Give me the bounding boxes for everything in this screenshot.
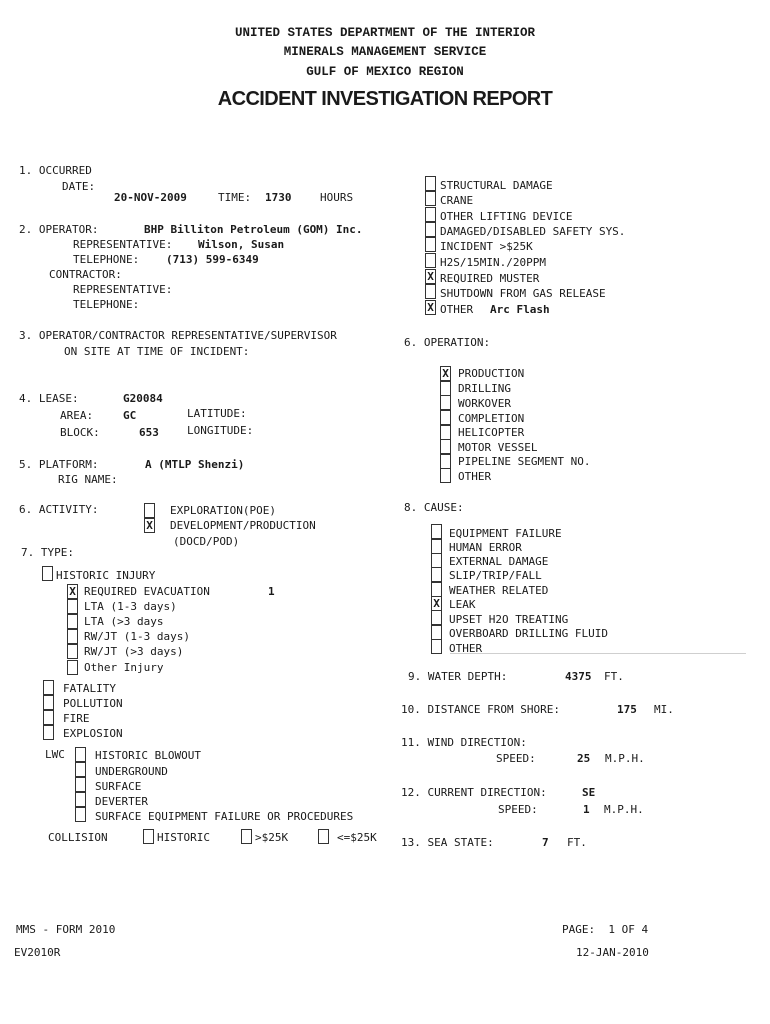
contractor-label: CONTRACTOR: — [49, 268, 122, 281]
lwc-checkbox[interactable] — [75, 762, 86, 777]
hours-label: HOURS — [320, 191, 354, 204]
incident-check-label: STRUCTURAL DAMAGE — [440, 179, 553, 192]
operator-name: BHP Billiton Petroleum (GOM) Inc. — [144, 223, 363, 236]
date-value: 20-NOV-2009 — [114, 191, 187, 204]
area-label: AREA: — [60, 409, 94, 422]
lwc-item-label: SURFACE — [95, 780, 142, 793]
cause-item-label: SLIP/TRIP/FALL — [449, 569, 542, 582]
distance-value: 175 — [617, 703, 637, 716]
operation-checkbox[interactable] — [440, 410, 451, 425]
agency-line: UNITED STATES DEPARTMENT OF THE INTERIOR — [234, 26, 536, 40]
injury-checkbox[interactable] — [67, 660, 78, 675]
operation-label: 6. OPERATION: — [404, 336, 491, 349]
activity-exploration-label: EXPLORATION(POE) — [170, 504, 276, 517]
historic-injury-label: HISTORIC INJURY — [56, 569, 156, 582]
block-label: BLOCK: — [60, 426, 100, 439]
incident-checkbox[interactable]: X — [425, 300, 436, 315]
contractor-rep-label: REPRESENTATIVE: — [73, 283, 173, 296]
operator-rep: Wilson, Susan — [198, 238, 285, 251]
lwc-item-label: UNDERGROUND — [95, 765, 168, 778]
activity-development-sub: (DOCD/POD) — [173, 535, 240, 548]
operation-checkbox[interactable] — [440, 439, 451, 454]
cause-checkbox[interactable] — [431, 524, 442, 539]
activity-development-checkbox[interactable]: X — [144, 518, 155, 533]
lwc-checkbox[interactable] — [75, 792, 86, 807]
incident-check-label: OTHER — [440, 303, 474, 316]
lwc-checkbox[interactable] — [75, 807, 86, 822]
cause-item-label: HUMAN ERROR — [449, 541, 522, 554]
incident-check-label: INCIDENT >$25K — [440, 240, 533, 253]
cause-item-label: UPSET H2O TREATING — [449, 613, 569, 626]
current-speed-unit: M.P.H. — [604, 803, 644, 816]
cause-checkbox[interactable] — [431, 625, 442, 640]
water-depth-value: 4375 — [565, 670, 592, 683]
lwc-item-label: SURFACE EQUIPMENT FAILURE OR PROCEDURES — [95, 810, 354, 823]
current-speed-value: 1 — [583, 803, 590, 816]
incident-check-label: SHUTDOWN FROM GAS RELEASE — [440, 287, 606, 300]
sea-state-value: 7 — [542, 836, 549, 849]
activity-development-label: DEVELOPMENT/PRODUCTION — [170, 519, 316, 532]
collision-under-25k-checkbox[interactable] — [318, 829, 329, 844]
occurred-label: 1. OCCURRED — [19, 164, 92, 177]
longitude-label: LONGITUDE: — [187, 424, 254, 437]
wind-direction-label: 11. WIND DIRECTION: — [401, 736, 527, 749]
collision-label: COLLISION — [48, 831, 108, 844]
lease-value: G20084 — [123, 392, 163, 405]
cause-checkbox[interactable]: X — [431, 596, 442, 611]
evacuation-count: 1 — [268, 585, 275, 598]
operator-rep-label: REPRESENTATIVE: — [73, 238, 173, 251]
injury-checkbox[interactable] — [67, 644, 78, 659]
incident-type-label: POLLUTION — [63, 697, 123, 710]
injury-label: RW/JT (>3 days) — [84, 645, 184, 658]
cause-checkbox[interactable] — [431, 610, 442, 625]
operation-checkbox[interactable] — [440, 395, 451, 410]
time-label: TIME: — [218, 191, 252, 204]
operation-label-item: OTHER — [458, 470, 492, 483]
distance-label: 10. DISTANCE FROM SHORE: — [401, 703, 560, 716]
report-code: EV2010R — [14, 946, 61, 959]
incident-checkbox[interactable] — [425, 176, 436, 191]
incident-checkbox[interactable] — [425, 237, 436, 252]
operator-tel-label: TELEPHONE: — [73, 253, 140, 266]
platform-label: 5. PLATFORM: — [19, 458, 99, 471]
cause-item-label: EXTERNAL DAMAGE — [449, 555, 549, 568]
operation-label-item: PRODUCTION — [458, 367, 525, 380]
sea-state-label: 13. SEA STATE: — [401, 836, 494, 849]
incident-type-checkbox[interactable] — [43, 680, 54, 695]
cause-checkbox[interactable] — [431, 553, 442, 568]
report-date: 12-JAN-2010 — [576, 946, 649, 959]
lwc-checkbox[interactable] — [75, 747, 86, 762]
operator-label: 2. OPERATOR: — [19, 223, 99, 236]
wind-speed-value: 25 — [577, 752, 591, 765]
incident-type-label: FATALITY — [63, 682, 116, 695]
incident-check-label: OTHER LIFTING DEVICE — [440, 210, 573, 223]
cause-item-label: EQUIPMENT FAILURE — [449, 527, 562, 540]
incident-checkbox[interactable] — [425, 253, 436, 268]
cause-divider — [450, 653, 746, 654]
current-speed-label: SPEED: — [498, 803, 538, 816]
injury-checkbox[interactable] — [67, 629, 78, 644]
cause-item-label: WEATHER RELATED — [449, 584, 549, 597]
operation-label-item: COMPLETION — [458, 412, 525, 425]
incident-type-checkbox[interactable] — [43, 710, 54, 725]
distance-unit: MI. — [654, 703, 674, 716]
incident-checkbox[interactable] — [425, 207, 436, 222]
collision-historic-label: HISTORIC — [157, 831, 210, 844]
injury-label: REQUIRED EVACUATION — [84, 585, 210, 598]
sea-state-unit: FT. — [567, 836, 587, 849]
injury-label: RW/JT (1-3 days) — [84, 630, 190, 643]
onsite-label: 3. OPERATOR/CONTRACTOR REPRESENTATIVE/SUPERVISOR — [19, 329, 337, 342]
operator-tel: (713) 599-6349 — [166, 253, 259, 266]
onsite-sublabel: ON SITE AT TIME OF INCIDENT: — [64, 345, 250, 358]
report-title: ACCIDENT INVESTIGATION REPORT — [217, 88, 553, 110]
time-value: 1730 — [265, 191, 292, 204]
cause-checkbox[interactable] — [431, 567, 442, 582]
cause-checkbox[interactable] — [431, 639, 442, 654]
latitude-label: LATITUDE: — [187, 407, 247, 420]
operation-checkbox[interactable] — [440, 454, 451, 469]
cause-label: 8. CAUSE: — [404, 501, 464, 514]
incident-check-label: H2S/15MIN./20PPM — [440, 256, 546, 269]
cause-item-label: LEAK — [449, 598, 476, 611]
lease-label: 4. LEASE: — [19, 392, 79, 405]
region-line: GULF OF MEXICO REGION — [306, 65, 464, 79]
injury-checkbox[interactable]: X — [67, 584, 78, 599]
cause-checkbox[interactable] — [431, 539, 442, 554]
form-number: MMS - FORM 2010 — [16, 923, 116, 936]
operation-checkbox[interactable] — [440, 381, 451, 396]
injury-label: Other Injury — [84, 661, 164, 674]
area-value: GC — [123, 409, 137, 422]
collision-under-25k-label: <=$25K — [337, 831, 377, 844]
incident-check-label: REQUIRED MUSTER — [440, 272, 540, 285]
lwc-label: LWC — [45, 748, 65, 761]
operation-label-item: DRILLING — [458, 382, 511, 395]
injury-label: LTA (>3 days — [84, 615, 164, 628]
injury-checkbox[interactable] — [67, 599, 78, 614]
operation-label-item: HELICOPTER — [458, 426, 525, 439]
incident-check-label: CRANE — [440, 194, 474, 207]
rig-name-label: RIG NAME: — [58, 473, 118, 486]
date-label: DATE: — [62, 180, 96, 193]
incident-type-checkbox[interactable] — [43, 725, 54, 740]
current-direction-value: SE — [582, 786, 596, 799]
water-depth-label: 9. WATER DEPTH: — [408, 670, 508, 683]
lwc-checkbox[interactable] — [75, 777, 86, 792]
platform-value: A (MTLP Shenzi) — [145, 458, 245, 471]
incident-type-label: FIRE — [63, 712, 90, 725]
incident-type-label: EXPLOSION — [63, 727, 123, 740]
collision-over-25k-checkbox[interactable] — [241, 829, 252, 844]
activity-label: 6. ACTIVITY: — [19, 503, 99, 516]
wind-speed-label: SPEED: — [496, 752, 536, 765]
incident-checkbox[interactable] — [425, 284, 436, 299]
water-depth-unit: FT. — [604, 670, 624, 683]
cause-item-label: OTHER — [449, 642, 483, 655]
lwc-item-label: DEVERTER — [95, 795, 148, 808]
incident-checkbox[interactable]: X — [425, 269, 436, 284]
activity-exploration-checkbox[interactable] — [144, 503, 155, 518]
collision-over-25k-label: >$25K — [255, 831, 289, 844]
cause-checkbox[interactable] — [431, 582, 442, 597]
operation-checkbox[interactable] — [440, 425, 451, 440]
lwc-item-label: HISTORIC BLOWOUT — [95, 749, 201, 762]
block-value: 653 — [139, 426, 159, 439]
historic-injury-checkbox[interactable] — [42, 566, 53, 581]
contractor-tel-label: TELEPHONE: — [73, 298, 140, 311]
incident-check-label: DAMAGED/DISABLED SAFETY SYS. — [440, 225, 626, 238]
collision-historic-checkbox[interactable] — [143, 829, 154, 844]
other-incident-value: Arc Flash — [490, 303, 550, 316]
cause-item-label: OVERBOARD DRILLING FLUID — [449, 627, 608, 640]
current-direction-label: 12. CURRENT DIRECTION: — [401, 786, 547, 799]
injury-checkbox[interactable] — [67, 614, 78, 629]
operation-checkbox[interactable] — [440, 468, 451, 483]
incident-checkbox[interactable] — [425, 191, 436, 206]
operation-label-item: WORKOVER — [458, 397, 511, 410]
operation-checkbox[interactable]: X — [440, 366, 451, 381]
service-line: MINERALS MANAGEMENT SERVICE — [283, 45, 487, 59]
incident-checkbox[interactable] — [425, 222, 436, 237]
operation-label-item: PIPELINE SEGMENT NO. — [458, 455, 591, 468]
page-number: PAGE: 1 OF 4 — [562, 923, 649, 936]
operation-label-item: MOTOR VESSEL — [458, 441, 538, 454]
injury-label: LTA (1-3 days) — [84, 600, 177, 613]
type-label: 7. TYPE: — [21, 546, 74, 559]
incident-type-checkbox[interactable] — [43, 695, 54, 710]
wind-speed-unit: M.P.H. — [605, 752, 645, 765]
